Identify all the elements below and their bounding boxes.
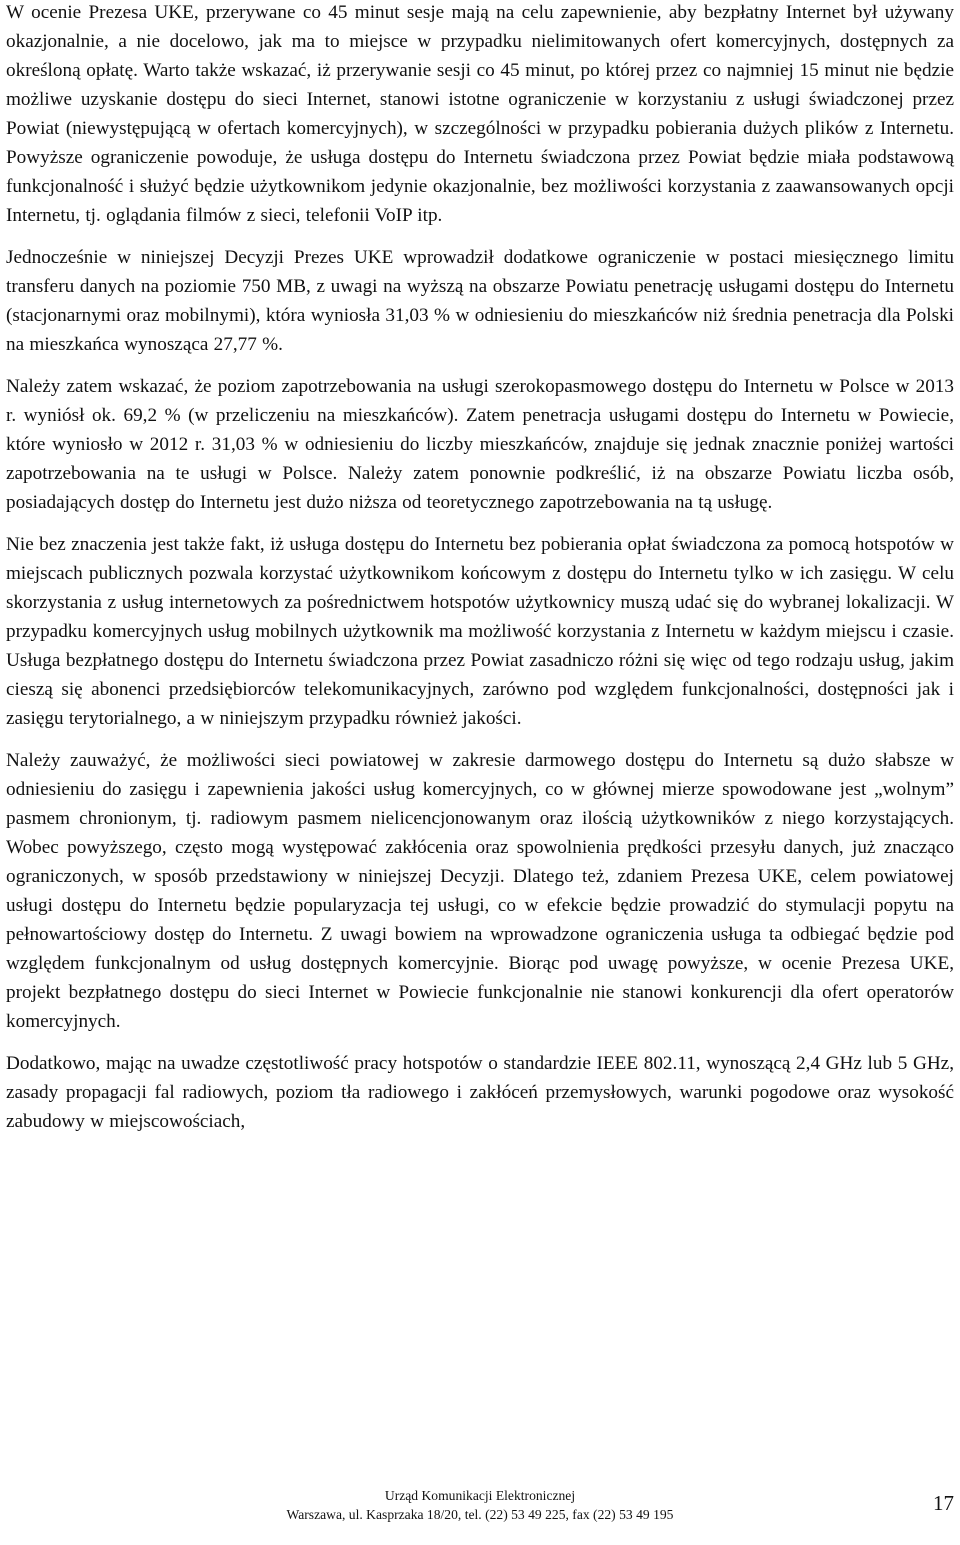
paragraph-5: Należy zauważyć, że możliwości sieci powiatowej w zakresie darmowego dostępu do Internetu są dużo słabsze w odniesieniu do zasięgu i zapewnienia jakości usług komercyjnych, co w głównej mierze spowodowane jest „wolnym” pasmem chronionym, tj. radiowym pasmem nielicencjonowanym oraz ilością użytkowników z niego korzystających. Wobec powyższego, często mogą występować zakłócenia oraz spowolnienia prędkości przesyłu danych, już znacząco ograniczonych, w sposób przedstawiony w niniejszej Decyzji. Dlatego też, zdaniem Prezesa UKE, celem powiatowej usługi dostępu do Internetu będzie popularyzacja tej usługi, co w efekcie będzie prowadzić do stymulacji popytu na pełnowartościowy dostęp do Internetu. Z uwagi bowiem na wprowadzone ograniczenia usługa ta odbiegać będzie pod względem funkcjonalnym od usług dostępnych komercyjnie. Biorąc pod uwagę powyższe, w ocenie Prezesa UKE, projekt bezpłatnego dostępu do sieci Internet w Powiecie funkcjonalnie nie stanowi konkurencji dla ofert operatorów komercyjnych. <box>6 750 954 1032</box>
page-footer <box>0 1478 960 1538</box>
page-number: 17 <box>933 1491 954 1515</box>
paragraph-1: W ocenie Prezesa UKE, przerywane co 45 minut sesje mają na celu zapewnienie, aby bezpłatny Internet był używany okazjonalnie, a nie docelowo, jak ma to miejsce w przypadku nielimitowanych ofert komercyjnych, dostępnych za określoną opłatę. Warto także wskazać, iż przerywanie sesji co 45 minut, po której przez co najmniej 15 minut nie będzie możliwe uzyskanie dostępu do sieci Internet, stanowi istotne ograniczenie w korzystaniu z usługi świadczonej przez Powiat (niewystępującą w ofertach komercyjnych), w szczególności w przypadku pobierania dużych plików z Internetu. Powyższe ograniczenie powoduje, że usługa dostępu do Internetu świadczona przez Powiat będzie miała podstawową funkcjonalność i służyć będzie użytkownikom jedynie okazjonalnie, bez możliwości korzystania z zaawansowanych opcji Internetu, tj. oglądania filmów z sieci, telefonii VoIP itp. <box>6 2 954 226</box>
footer-address: Warszawa, ul. Kasprzaka 18/20, tel. (22) 53 49 225, fax (22) 53 49 195 <box>286 1507 674 1522</box>
paragraph-2: Jednocześnie w niniejszej Decyzji Prezes UKE wprowadził dodatkowe ograniczenie w postaci miesięcznego limitu transferu danych na poziomie 750 MB, z uwagi na wyższą na obszarze Powiatu penetrację usługami dostępu do Internetu (stacjonarnymi oraz mobilnymi), która wyniosła 31,03 % w odniesieniu do mieszkańców niż średnia penetracja dla Polski na mieszkańca wynosząca 27,77 %. <box>6 247 954 355</box>
document-body <box>6 0 954 1149</box>
footer-text <box>190 1486 770 1524</box>
paragraph-4: Nie bez znaczenia jest także fakt, iż usługa dostępu do Internetu bez pobierania opłat świadczona za pomocą hotspotów w miejscach publicznych pozwala korzystać użytkownikom końcowym z dostępu do Internetu tylko w ich zasięgu. W celu skorzystania z usług internetowych za pośrednictwem hotspotów użytkownicy muszą udać się do wybranej lokalizacji. W przypadku komercyjnych usług mobilnych użytkownik ma możliwość korzystania z Internetu w każdym miejscu i czasie. Usługa bezpłatnego dostępu do Internetu świadczona przez Powiat zasadniczo różni się więc od tego rodzaju usług, jakim cieszą się abonenci przedsiębiorców telekomunikacyjnych, zarówno pod względem funkcjonalności, dostępności jak i zasięgu terytorialnego, a w niniejszym przypadku również jakości. <box>6 534 954 729</box>
paragraph-3: Należy zatem wskazać, że poziom zapotrzebowania na usługi szerokopasmowego dostępu do Internetu w Polsce w 2013 r. wyniósł ok. 69,2 % (w przeliczeniu na mieszkańców). Zatem penetracja usługami dostępu do Internetu w Powiecie, które wyniosło w 2012 r. 31,03 % w odniesieniu do liczby mieszkańców, znajduje się jednak znacznie poniżej wartości zapotrzebowania na te usługi w Polsce. Należy zatem ponownie podkreślić, iż na obszarze Powiatu liczba osób, posiadających dostęp do Internetu jest dużo niższa od teoretycznego zapotrzebowania na tą usługę. <box>6 376 954 513</box>
footer-organization: Urząd Komunikacji Elektronicznej <box>384 1488 576 1503</box>
paragraph-6: Dodatkowo, mając na uwadze częstotliwość pracy hotspotów o standardzie IEEE 802.11, wynoszącą 2,4 GHz lub 5 GHz, zasady propagacji fal radiowych, poziom tła radiowego i zakłóceń przemysłowych, warunki pogodowe oraz wysokość zabudowy w miejscowościach, <box>6 1053 954 1132</box>
